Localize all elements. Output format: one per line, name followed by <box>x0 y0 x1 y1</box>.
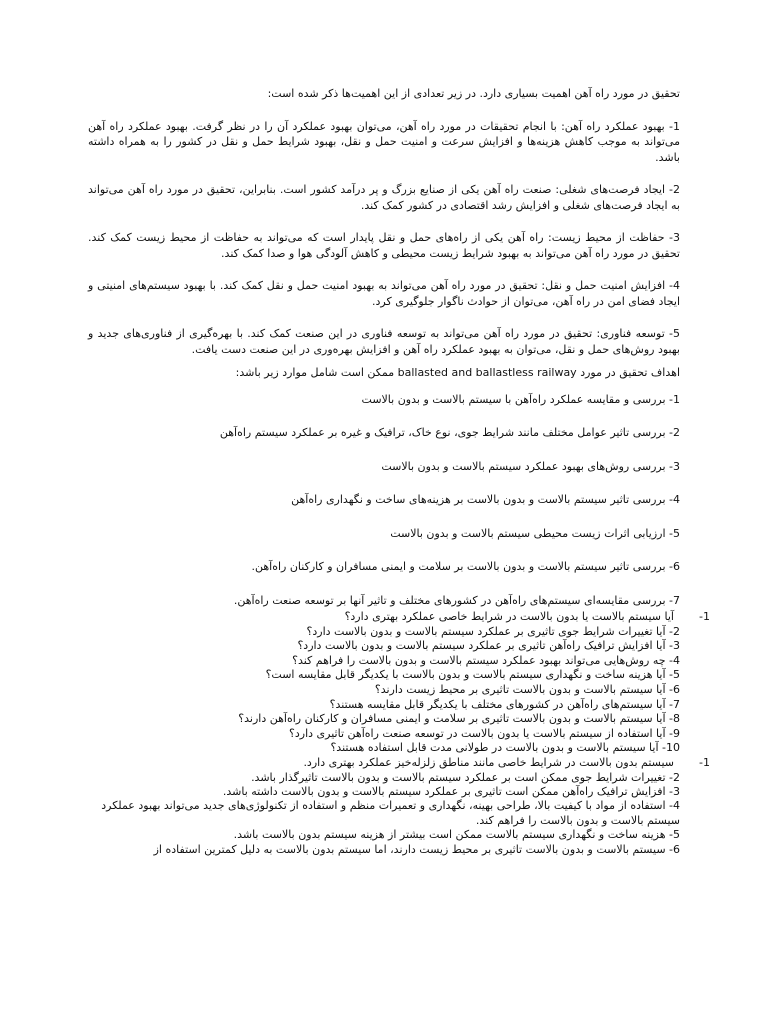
goals-heading: اهداف تحقیق در مورد ballasted and ballastless railway ممکن است شامل موارد زیر باشد: <box>235 366 680 379</box>
goal-item: 4- بررسی تاثیر سیستم بالاست و بدون بالاست بر هزینه‌های ساخت و نگهداری راه‌آهن <box>291 493 680 506</box>
answers-list <box>88 755 710 857</box>
answer-item <box>88 755 710 771</box>
answer-item: 2- تغییرات شرایط جوی ممکن است بر عملکرد سیستم بالاست و بدون بالاست تاثیرگذار باشد. <box>251 770 680 784</box>
question-item: 10- آیا سیستم بالاست و بدون بالاست در طولانی مدت قابل استفاده هستند؟ <box>330 741 680 755</box>
goal-item: 2- بررسی تاثیر عوامل مختلف مانند شرایط جوی، نوع خاک، ترافیک و غیره بر عملکرد سیستم راه‌آهن <box>219 426 680 439</box>
list-marker: 1- <box>699 610 710 623</box>
goal-item: 1- بررسی و مقایسه عملکرد راه‌آهن با سیستم بالاست و بدون بالاست <box>361 392 680 406</box>
question-item <box>88 610 710 625</box>
list-marker: 1- <box>699 755 710 769</box>
question-item: 2- آیا تغییرات شرایط جوی تاثیری بر عملکرد سیستم بالاست و بدون بالاست دارد؟ <box>306 624 680 638</box>
importance-paragraph-2: 2- ایجاد فرصت‌های شغلی: صنعت راه آهن یکی از صنایع بزرگ و پر درآمد کشور است. بنابراین، تحقیق در مورد راه آهن می‌تواند به ایجاد فرصت‌های شغلی و افزایش رشد اقتصادی در کشور کمک کند. <box>88 183 680 212</box>
question-item: 5- آیا هزینه ساخت و نگهداری سیستم بالاست و بدون بالاست با یکدیگر قابل مقایسه است؟ <box>265 668 680 682</box>
questions-list <box>88 610 710 756</box>
question-item: 3- آیا افزایش ترافیک راه‌آهن تاثیری بر عملکرد سیستم بالاست و بدون بالاست دارد؟ <box>297 639 680 653</box>
answer-text: سیستم بدون بالاست در شرایط خاصی مانند مناطق زلزله‌خیز عملکرد بهتری دارد. <box>303 755 674 769</box>
intro-paragraph: تحقیق در مورد راه آهن اهمیت بسیاری دارد. در زیر تعدادی از این اهمیت‌ها ذکر شده است: <box>267 87 680 100</box>
question-text: آیا سیستم بالاست یا بدون بالاست در شرایط خاصی عملکرد بهتری دارد؟ <box>344 610 674 623</box>
goal-item: 5- ارزیابی اثرات زیست محیطی سیستم بالاست و بدون بالاست <box>390 526 680 540</box>
answer-item: 5- هزینه ساخت و نگهداری سیستم بالاست ممکن است بیشتر از هزینه سیستم بدون بالاست باشد. <box>233 828 680 842</box>
importance-paragraph-4: 4- افزایش امنیت حمل و نقل: تحقیق در مورد راه آهن می‌تواند به بهبود امنیت حمل و نقل کمک کند. با بهبود سیستم‌های امنیتی و ایجاد فضای امن در راه آهن، می‌توان از حوادث ناگوار جلوگیری کرد. <box>88 279 680 308</box>
importance-paragraph-1: 1- بهبود عملکرد راه آهن: با انجام تحقیقات در مورد راه آهن، می‌توان بهبود عملکرد آن را در نظر گرفت. بهبود عملکرد راه آهن می‌تواند به موجب کاهش هزینه‌ها و افزایش سرعت و امنیت حمل و نقل، بهبود شرایط حمل و نقل در کشور را به همراه داشته باشد. <box>88 119 680 164</box>
answer-item: 4- استفاده از مواد با کیفیت بالا، طراحی بهینه، نگهداری و تعمیرات منظم و استفاده از تکنولوژی‌های جدید می‌تواند بهبود عملکرد سیستم بالاست و بدون بالاست را فراهم کند. <box>101 799 680 827</box>
question-item: 6- آیا سیستم بالاست و بدون بالاست تاثیری بر محیط زیست دارند؟ <box>374 682 680 696</box>
importance-paragraph-5: 5- توسعه فناوری: تحقیق در مورد راه آهن می‌تواند به توسعه فناوری در این صنعت کمک کند. با بهره‌گیری از فناوری‌های جدید و بهبود روش‌های حمل و نقل، می‌توان به بهبود عملکرد راه آهن و افزایش بهره‌وری در این صنعت دست یافت. <box>88 327 680 356</box>
answer-item: 6- سیستم بالاست و بدون بالاست تاثیری بر محیط زیست دارند، اما سیستم بدون بالاست به دلیل کمترین استفاده از <box>153 842 680 856</box>
document-body <box>88 86 710 857</box>
question-item: 4- چه روش‌هایی می‌تواند بهبود عملکرد سیستم بالاست و بدون بالاست را فراهم کند؟ <box>292 653 680 667</box>
goal-item: 3- بررسی روش‌های بهبود عملکرد سیستم بالاست و بدون بالاست <box>381 459 680 473</box>
question-item: 9- آیا استفاده از سیستم بالاست یا بدون بالاست در توسعه صنعت راه‌آهن تاثیری دارد؟ <box>289 726 680 740</box>
question-item: 7- آیا سیستم‌های راه‌آهن در کشورهای مختلف با یکدیگر قابل مقایسه هستند؟ <box>329 697 680 711</box>
answer-item: 3- افزایش ترافیک راه‌آهن ممکن است تاثیری بر عملکرد سیستم بالاست و بدون بالاست داشته باشد. <box>222 784 680 798</box>
importance-paragraph-3: 3- حفاظت از محیط زیست: راه آهن یکی از راه‌های حمل و نقل پایدار است که می‌تواند به حفاظت از محیط زیست کمک کند. تحقیق در مورد راه آهن می‌تواند به بهبود شرایط زیست محیطی و کاهش آلودگی هوا و صدا کمک کند. <box>88 231 680 260</box>
question-item: 8- آیا سیستم بالاست و بدون بالاست تاثیری بر سلامت و ایمنی مسافران و کارکنان راه‌آهن دارند؟ <box>238 712 680 726</box>
goal-item: 7- بررسی مقایسه‌ای سیستم‌های راه‌آهن در کشورهای مختلف و تاثیر آنها بر توسعه صنعت راه‌آهن. <box>233 593 680 607</box>
goal-item: 6- بررسی تاثیر سیستم بالاست و بدون بالاست بر سلامت و ایمنی مسافران و کارکنان راه‌آهن. <box>251 560 680 573</box>
